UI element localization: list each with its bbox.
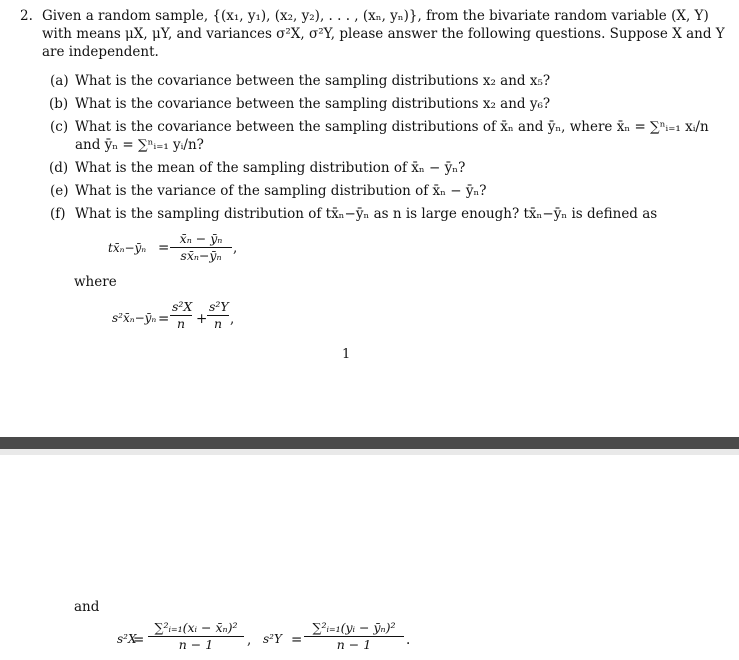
question-text: What is the mean of the sampling distribution of x̄ₙ − ȳₙ? <box>75 160 466 176</box>
question-label: (e) <box>50 183 69 199</box>
equals-sign: = <box>133 632 145 648</box>
comma: , <box>247 632 252 648</box>
problem-intro-line-1: Given a random sample, {(x₁, y₁), (x₂, y₂), . . . , (xₙ, yₙ)}, from the bivariate random variable (X, Y) <box>42 8 709 24</box>
n-minus-1: n − 1 <box>178 637 214 652</box>
t-denominator: sx̄ₙ−ȳₙ <box>180 248 222 263</box>
t-statistic-fraction <box>170 231 232 264</box>
sx-squared-lhs: s²X <box>117 632 137 646</box>
problem-intro-line-3: are independent. <box>42 44 159 60</box>
sum-squared-deviations-y: ∑²ᵢ₌₁(yᵢ − ȳₙ)² <box>304 620 404 637</box>
equals-sign: = <box>158 240 170 256</box>
t-numerator: x̄ₙ − ȳₙ <box>170 231 232 248</box>
question-text-continued: and ȳₙ = ∑ⁿᵢ₌₁ yᵢ/n? <box>75 137 204 153</box>
plus-sign: + <box>196 311 208 327</box>
pooled-variance-lhs: s²x̄ₙ−ȳₙ <box>112 311 157 325</box>
n-denominator: n <box>176 316 186 331</box>
question-text: What is the sampling distribution of tx̄ₙ−ȳₙ as n is large enough? tx̄ₙ−ȳₙ is defined as <box>75 206 658 222</box>
sx-over-n-fraction <box>170 299 192 332</box>
question-label: (c) <box>50 119 69 135</box>
question-text: What is the covariance between the sampling distributions of x̄ₙ and ȳₙ, where x̄ₙ = ∑ⁿᵢ₌₁ xᵢ/n <box>75 119 709 135</box>
equals-sign: = <box>158 311 170 327</box>
problem-intro-line-2: with means μX, μY, and variances σ²X, σ²Y, please answer the following questions. Suppose X and Y <box>42 26 725 42</box>
period: . <box>406 632 411 648</box>
sy-squared: s²Y <box>209 299 229 314</box>
question-label: (a) <box>50 73 69 89</box>
sy-over-n-fraction <box>207 299 229 332</box>
sample-variance-x-fraction <box>148 620 244 653</box>
problem-number: 2. <box>20 8 33 24</box>
sy-squared-lhs: s²Y <box>263 632 282 646</box>
sx-squared: s²X <box>172 299 193 314</box>
page-separator <box>0 437 739 449</box>
question-text: What is the covariance between the sampling distributions x₂ and y₆? <box>75 96 551 112</box>
sample-variance-y-fraction <box>304 620 404 653</box>
where-label: where <box>74 274 117 290</box>
and-label: and <box>74 599 100 615</box>
question-label: (b) <box>49 96 69 112</box>
n-denominator: n <box>213 316 223 331</box>
question-text: What is the variance of the sampling distribution of x̄ₙ − ȳₙ? <box>75 183 487 199</box>
question-text: What is the covariance between the sampling distributions x₂ and x₅? <box>75 73 551 89</box>
equals-sign: = <box>291 632 303 648</box>
t-statistic-lhs: tx̄ₙ−ȳₙ <box>108 241 147 255</box>
comma: , <box>233 240 238 256</box>
sum-squared-deviations-x: ∑²ᵢ₌₁(xᵢ − x̄ₙ)² <box>148 620 244 637</box>
question-label: (f) <box>50 206 66 222</box>
page-separator-shadow <box>0 449 739 455</box>
comma: , <box>230 311 235 327</box>
page-number: 1 <box>342 347 351 362</box>
question-label: (d) <box>49 160 69 176</box>
n-minus-1: n − 1 <box>336 637 372 652</box>
